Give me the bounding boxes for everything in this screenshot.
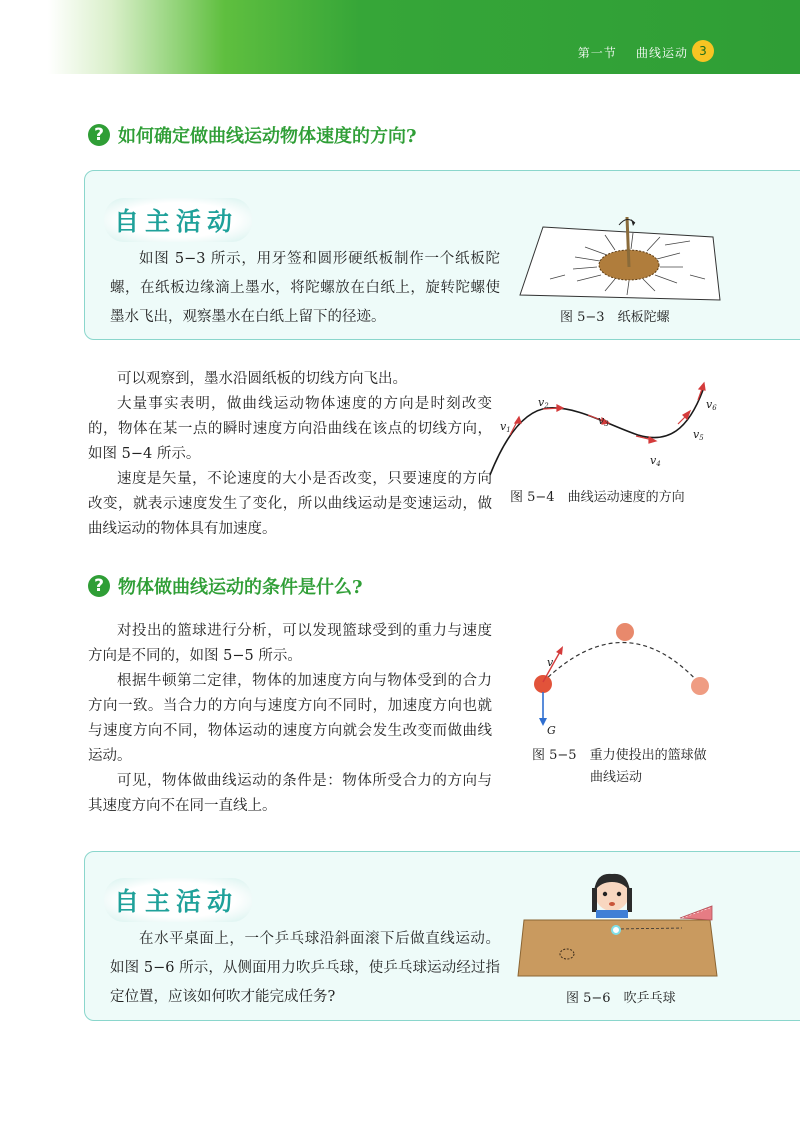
velocity-label: v [538,396,545,409]
paragraph: 速度是矢量，不论速度的大小是否改变，只要速度的方向改变，就表示速度发生了变化，所以曲线运动是变速运动，做曲线运动的物体具有加速度。 [88,471,492,537]
velocity-label: v [650,454,657,467]
paragraph: 对投出的篮球进行分析，可以发现篮球受到的重力与速度方向是不同的，如图 5−5 所示。 [88,623,492,664]
velocity-label: v [547,656,554,669]
paragraph: 大量事实表明，做曲线运动物体速度的方向是时刻改变的，物体在某一点的瞬时速度方向沿曲线在该点的切线方向，如图 5−4 所示。 [88,396,492,462]
question-icon: ? [88,575,110,597]
paragraph: 根据牛顿第二定律，物体的加速度方向与物体受到的合力方向一致。当合力的方向与速度方向不同时，加速度方向也就与速度方向不同，物体运动的速度方向就会发生改变而做曲线运动。 [88,673,492,764]
figure-caption: 图 5−5 重力使投出的篮球做 [532,748,707,763]
svg-text:v5 [693,428,704,442]
velocity-subscript: 5 [699,434,704,442]
page-number-badge: 3 [692,40,714,62]
question-heading: 物体做曲线运动的条件是什么? [118,577,363,598]
velocity-subscript: 2 [544,402,549,410]
svg-text:v4 [650,454,661,468]
paragraph: 可见，物体做曲线运动的条件是：物体所受合力的方向与其速度方向不在同一直线上。 [88,773,492,814]
svg-text:v2 [538,396,549,410]
page-header [0,0,800,74]
curve-velocity-figure [488,380,728,480]
velocity-subscript: 3 [604,420,609,428]
ping-pong-figure [512,866,727,981]
activity-title: 自主活动 [104,198,252,242]
section-body [88,367,492,542]
section-label: 第一节 [577,46,617,60]
activity-text: 在水平桌面上，一个乒乓球沿斜面滚下后做直线运动。如图 5−6 所示，从侧面用力吹乒乓球，使乒乓球运动经过指定位置，应该如何吹才能完成任务? [110,931,500,1005]
basketball-figure [525,612,725,737]
activity-title: 自主活动 [104,878,252,922]
activity-text: 如图 5−3 所示，用牙签和圆形硬纸板制作一个纸板陀螺，在纸板边缘滴上墨水，将陀螺放在白纸上，旋转陀螺使墨水飞出，观察墨水在白纸上留下的径迹。 [110,251,500,325]
section-body [88,619,492,819]
velocity-label: v [706,398,713,411]
figure-caption: 图 5−6 吹乒乓球 [566,991,676,1006]
paper-top-figure [515,205,725,305]
svg-text:v3 [598,414,609,428]
chapter-title: 曲线运动 [635,46,688,60]
figure-caption: 图 5−3 纸板陀螺 [560,310,670,325]
velocity-subscript: 1 [506,426,511,434]
velocity-label: v [693,428,700,441]
figure-caption-line2: 曲线运动 [590,770,643,785]
velocity-label: v [598,414,605,427]
velocity-label: v [500,420,507,433]
velocity-subscript: 4 [656,460,661,468]
paragraph: 可以观察到，墨水沿圆纸板的切线方向飞出。 [117,371,407,387]
svg-text:v1 [500,420,511,434]
velocity-subscript: 6 [712,404,717,412]
svg-text:v6 [706,398,717,412]
gravity-label: G [547,724,556,737]
question-heading: 如何确定做曲线运动物体速度的方向? [118,126,417,147]
running-head [578,44,688,61]
figure-caption: 图 5−4 曲线运动速度的方向 [510,490,685,505]
question-icon: ? [88,124,110,146]
